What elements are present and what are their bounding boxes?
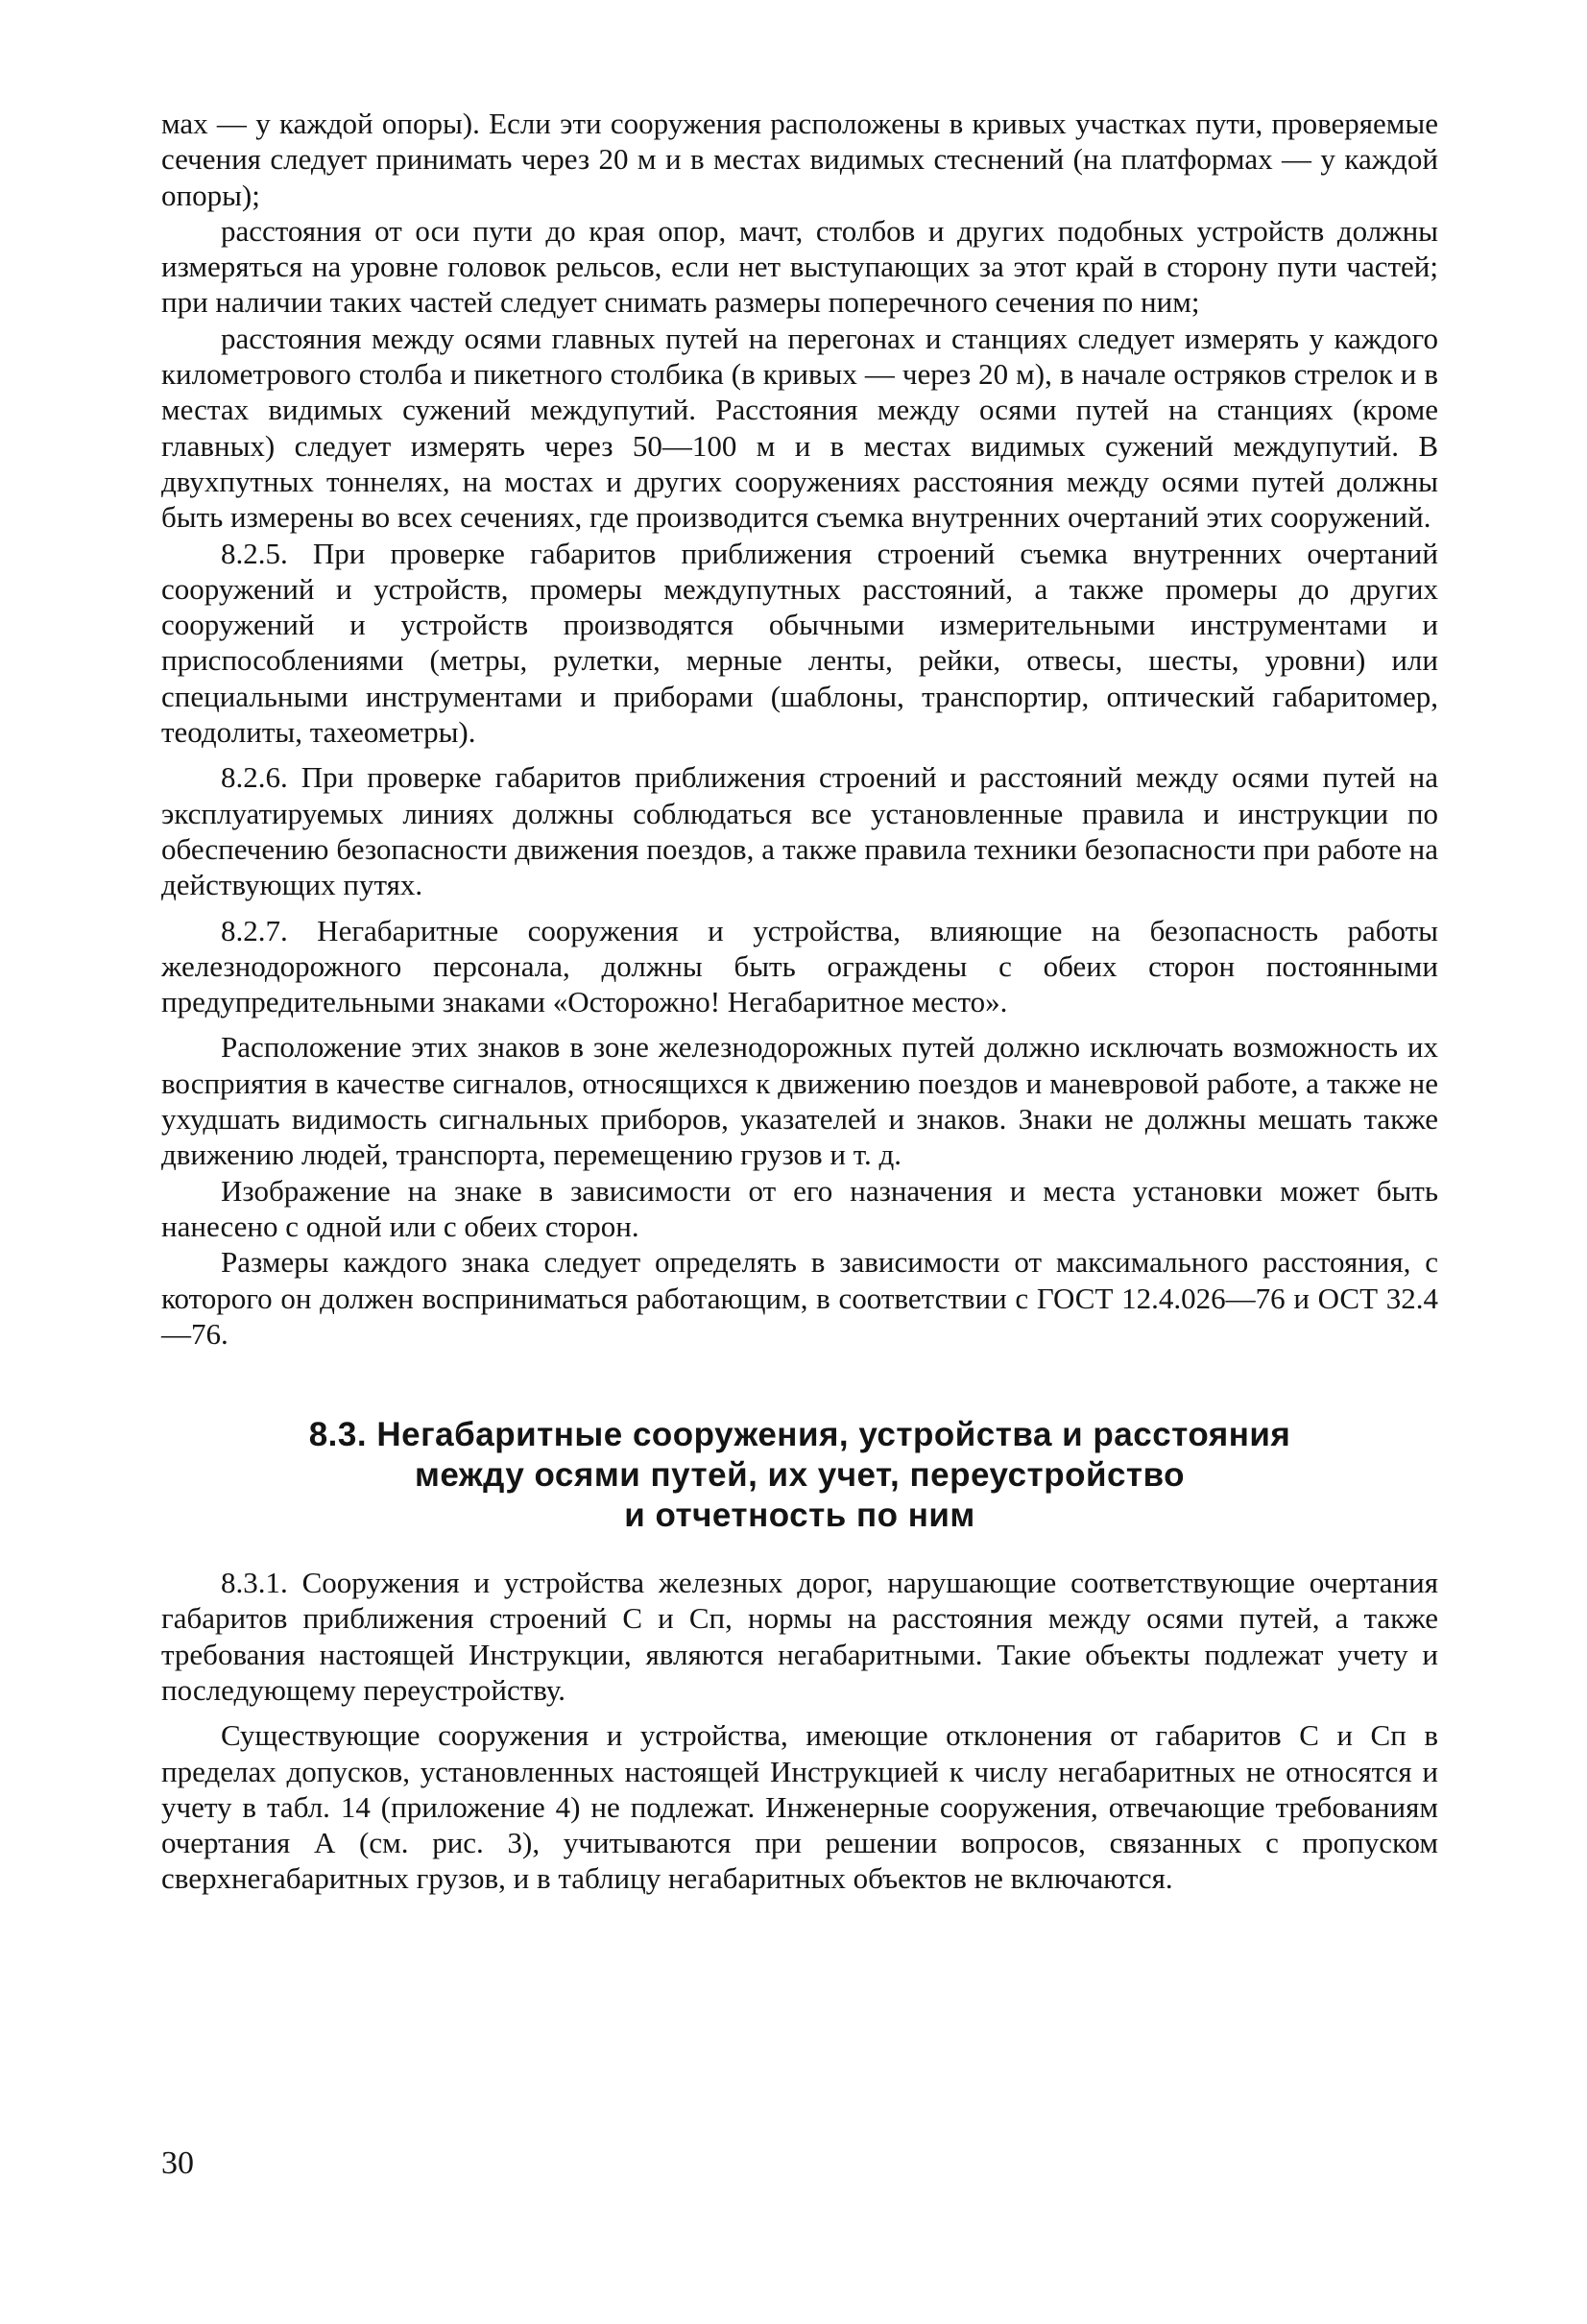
paragraph: Размеры каждого знака следует определять в зависимости от максимального расстояния, с которого он должен восприниматься работающим, в соответствии с ГОСТ 12.4.026—76 и ОСТ 32.4—76. [161,1245,1438,1351]
page-body [161,106,1438,1897]
paragraph: Изображение на знаке в зависимости от его назначения и места установки может быть нанесено с одной или с обеих сторон. [161,1173,1438,1243]
paragraph: 8.2.6. При проверке габаритов приближения строений и расстояний между осями путей на эксплуатируемых линиях должны соблюдаться все установленные правила и инструкции по обеспечению безопасности движения поездов, а также правила техники безопасности при работе на действующих путях. [161,760,1438,902]
paragraph: расстояния от оси пути до края опор, мачт, столбов и других подобных устройств должны измеряться на уровне головок рельсов, если нет выступающих за этот край в сторону пути частей; при наличии таких частей следует снимать размеры поперечного сечения по ним; [161,213,1438,320]
paragraph: 8.2.5. При проверке габаритов приближения строений съемка внутренних очертаний сооружений и устройств, промеры междупутных расстояний, а также промеры до других сооружений и устройств производятся обычными измерительными инструментами и приспособлениями (метры, рулетки, мерные ленты, рейки, отвесы, шесты, уровни) или специальными инструментами и приборами (шаблоны, транспортир, оптический габаритомер, теодолиты, тахеометры). [161,536,1438,750]
section-heading-line: между осями путей, их учет, переустройство [414,1456,1186,1495]
paragraph: Расположение этих знаков в зоне железнодорожных путей должно исключать возможность их восприятия в качестве сигналов, относящихся к движению поездов и маневровой работе, а также не ухудшать видимость сигнальных приборов, указателей и знаков. Знаки не должны мешать также движению людей, транспорта, перемещению грузов и т. д. [161,1030,1438,1172]
paragraph: 8.2.7. Негабаритные сооружения и устройства, влияющие на безопасность работы железнодорожного персонала, должны быть ограждены с обеих сторон постоянными предупредительными знаками «Осторожно! Негабаритное место». [161,913,1438,1019]
paragraph: Существующие сооружения и устройства, имеющие отклонения от габаритов С и Сп в пределах допусков, установленных настоящей Инструкцией к числу негабаритных не относятся и учету в табл. 14 (приложение 4) не подлежат. Инженерные сооружения, отвечающие требованиям очертания А (см. рис. 3), учитываются при решении вопросов, связанных с пропуском сверхнегабаритных грузов, и в таблицу негабаритных объектов не включаются. [161,1718,1438,1896]
section-heading-line: и отчетность по ним [624,1497,975,1535]
paragraph: мах — у каждой опоры). Если эти сооружения расположены в кривых участках пути, проверяемые сечения следует принимать через 20 м и в местах видимых стеснений (на платформах — у каждой опоры); [161,107,1438,212]
page-number: 30 [161,2145,194,2181]
paragraph: 8.3.1. Сооружения и устройства железных дорог, нарушающие соответствующие очертания габаритов приближения строений С и Сп, нормы на расстояния между осями путей, а также требования настоящей Инструкции, являются негабаритными. Такие объекты подлежат учету и последующему переустройству. [161,1566,1438,1707]
paragraph: расстояния между осями главных путей на перегонах и станциях следует измерять у каждого километрового столба и пикетного столбика (в кривых — через 20 м), в начале остряков стрелок и в местах видимых сужений междупутий. Расстояния между осями путей на станциях (кроме главных) следует измерять через 50—100 м и в местах видимых сужений междупутий. В двухпутных тоннелях, на мостах и других сооружениях расстояния между осями путей должны быть измерены во всех сечениях, где производится съемка внутренних очертаний этих сооружений. [161,321,1438,535]
section-heading-line: 8.3. Негабаритные сооружения, устройства и расстояния [308,1416,1291,1454]
section-heading [161,1415,1438,1536]
